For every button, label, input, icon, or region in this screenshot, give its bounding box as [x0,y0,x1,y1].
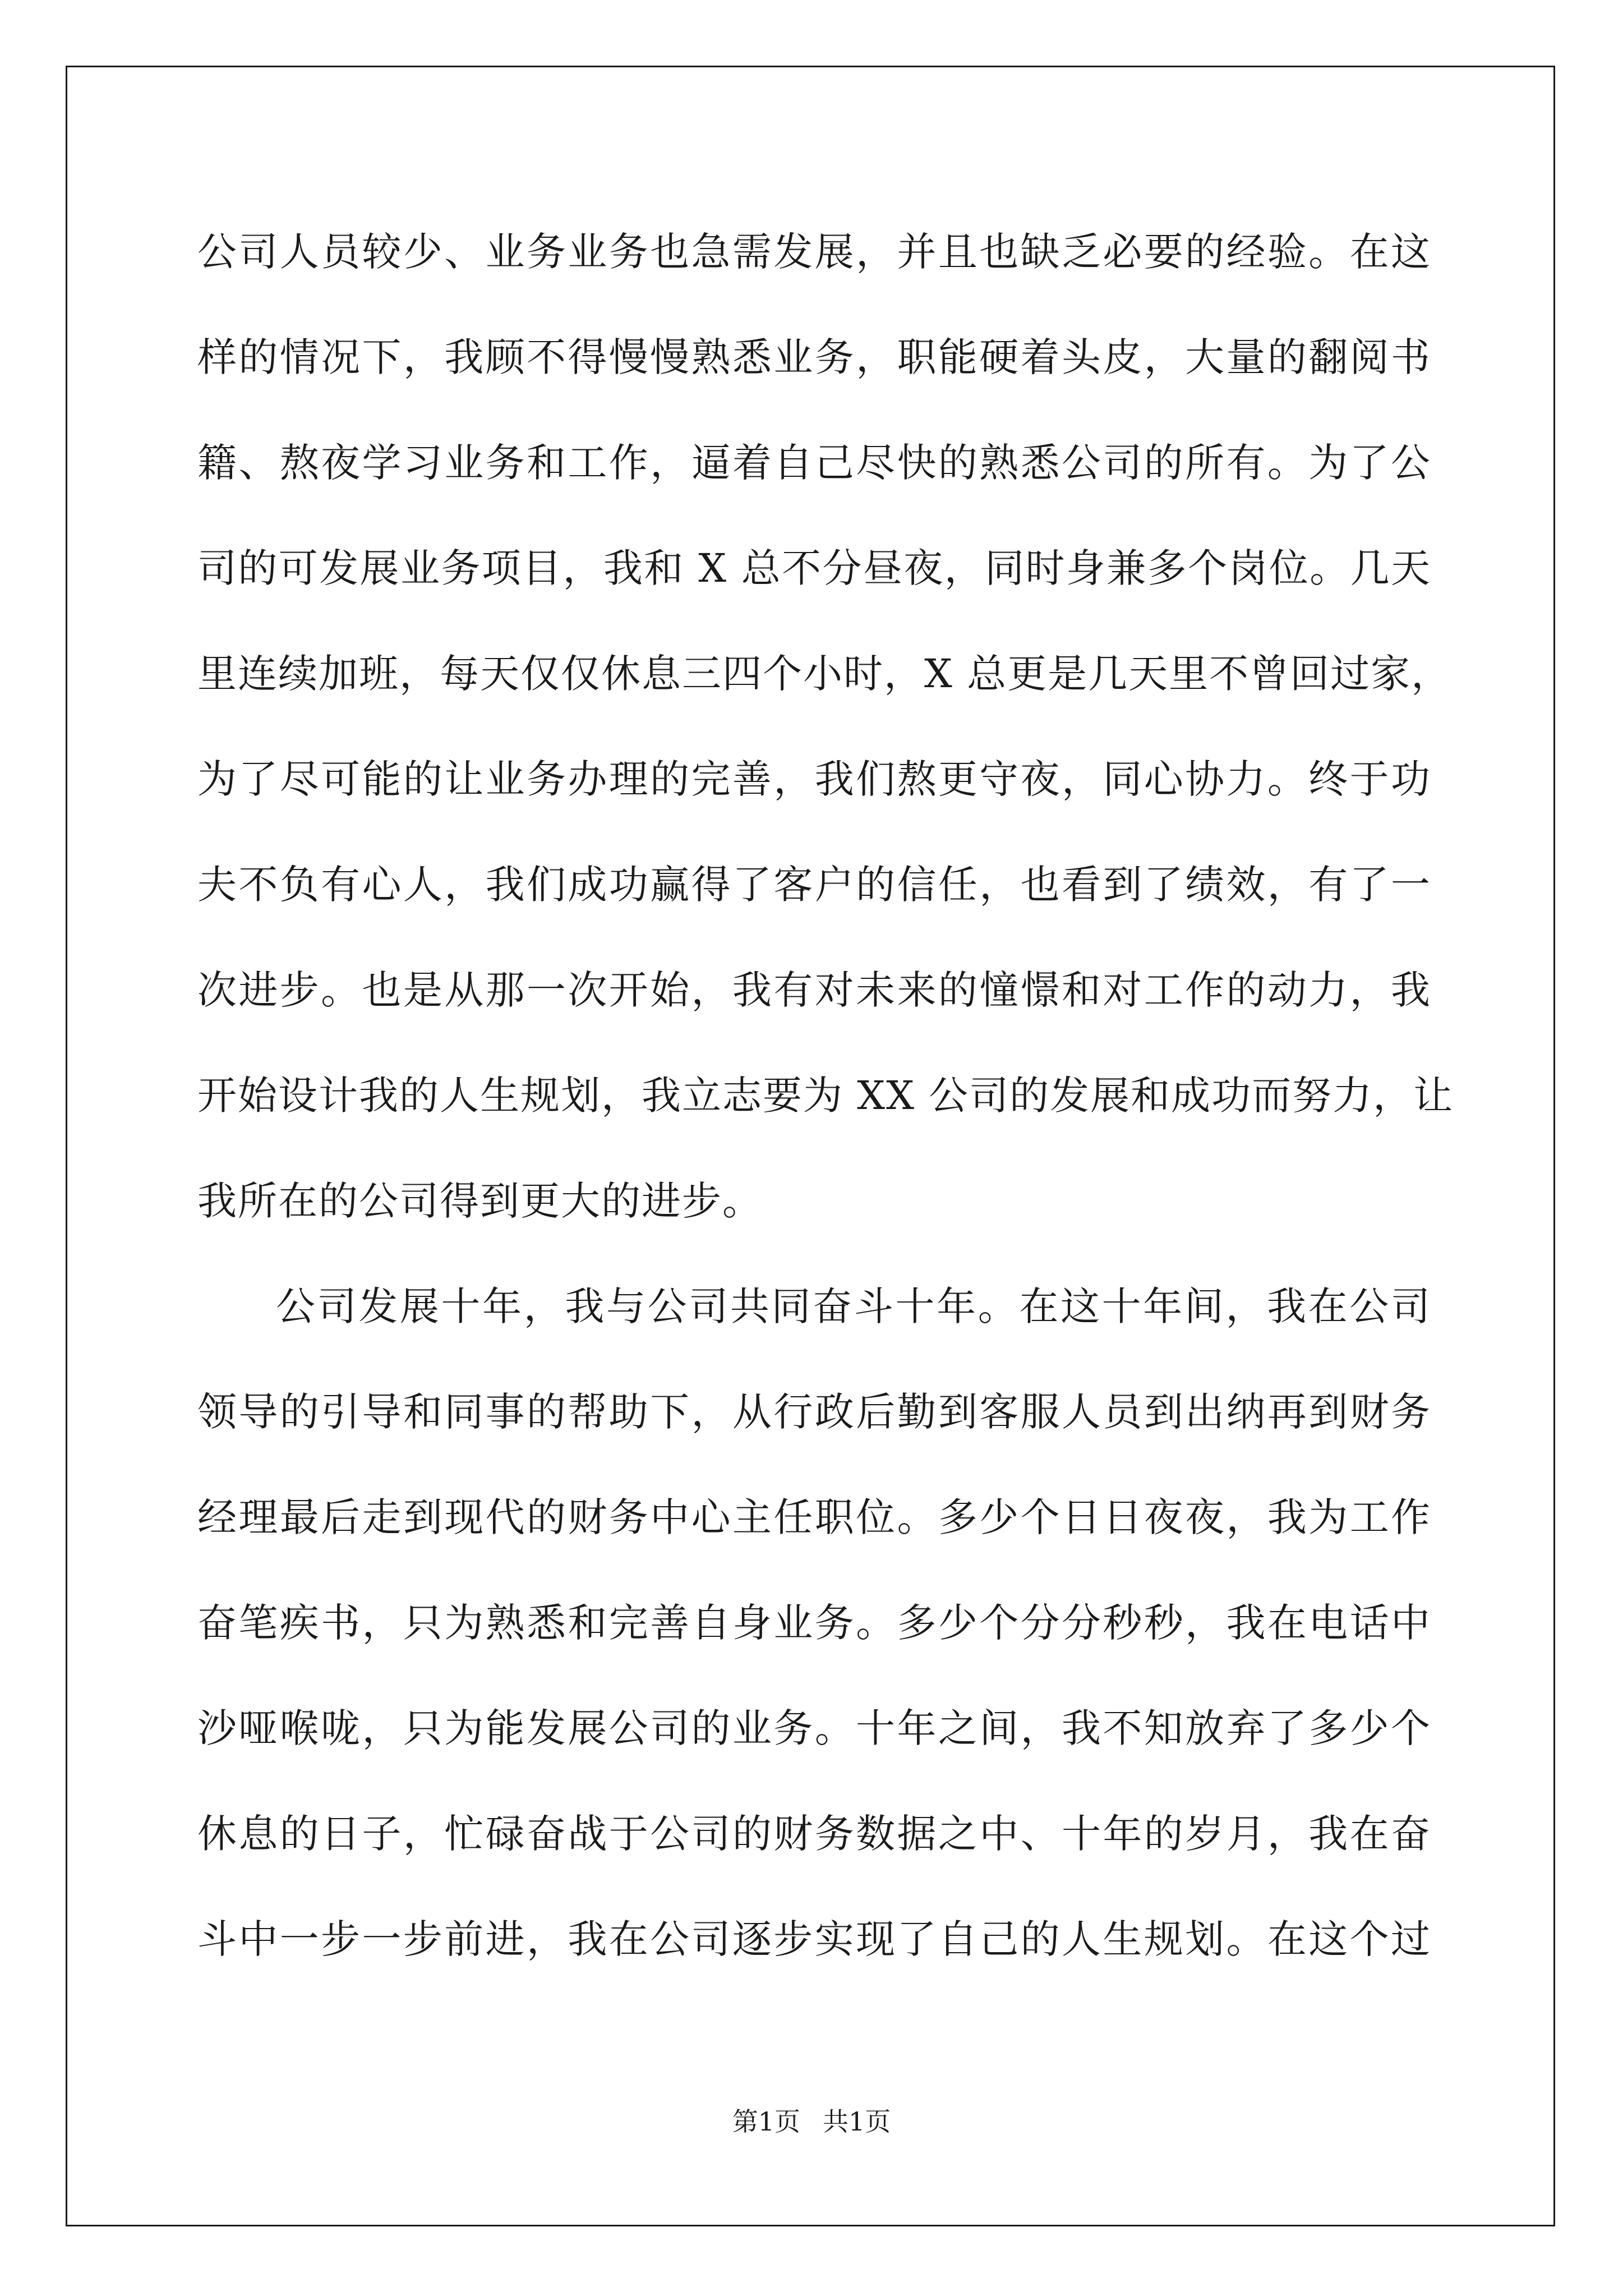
paragraph-first-line: 公司发展十年，我与公司共同奋斗十年。在这十年间，我在公司 [276,1283,1431,1329]
text-line: 夫不负有心人，我们成功赢得了客户的信任，也看到了绩效，有了一 [197,862,1431,908]
text-line: 沙哑喉咙，只为能发展公司的业务。十年之间，我不知放弃了多少个 [197,1705,1431,1751]
text-line: 经理最后走到现代的财务中心主任职位。多少个日日夜夜，我为工作 [197,1494,1431,1540]
page-footer [0,2105,1623,2138]
text-line: 开始设计我的人生规划，我立志要为 XX 公司的发展和成功而努力，让 [197,1073,1454,1119]
text-line: 为了尽可能的让业务办理的完善，我们熬更守夜，同心协力。终于功 [197,756,1431,802]
text-line: 斗中一步一步前进，我在公司逐步实现了自己的人生规划。在这个过 [197,1916,1431,1962]
document-body [197,199,1454,1992]
page-number-current: 第1页 [732,2106,800,2137]
text-line: 样的情况下，我顾不得慢慢熟悉业务，职能硬着头皮，大量的翻阅书 [197,334,1431,380]
text-line: 司的可发展业务项目，我和 X 总不分昼夜，同时身兼多个岗位。几天 [197,545,1431,591]
text-line: 次进步。也是从那一次开始，我有对未来的憧憬和对工作的动力，我 [197,967,1431,1013]
text-line: 奋笔疾书，只为熟悉和完善自身业务。多少个分分秒秒，我在电话中 [197,1600,1431,1646]
page-number-total: 共1页 [823,2106,891,2137]
text-line: 休息的日子，忙碌奋战于公司的财务数据之中、十年的岁月，我在奋 [197,1811,1431,1857]
text-line: 里连续加班，每天仅仅休息三四个小时，X 总更是几天里不曾回过家， [197,651,1452,697]
text-line: 我所在的公司得到更大的进步。 [197,1178,763,1224]
text-line: 公司人员较少、业务业务也急需发展，并且也缺乏必要的经验。在这 [197,229,1431,275]
text-line: 籍、熬夜学习业务和工作，逼着自己尽快的熟悉公司的所有。为了公 [197,440,1431,486]
text-line: 领导的引导和同事的帮助下，从行政后勤到客服人员到出纳再到财务 [197,1389,1431,1435]
